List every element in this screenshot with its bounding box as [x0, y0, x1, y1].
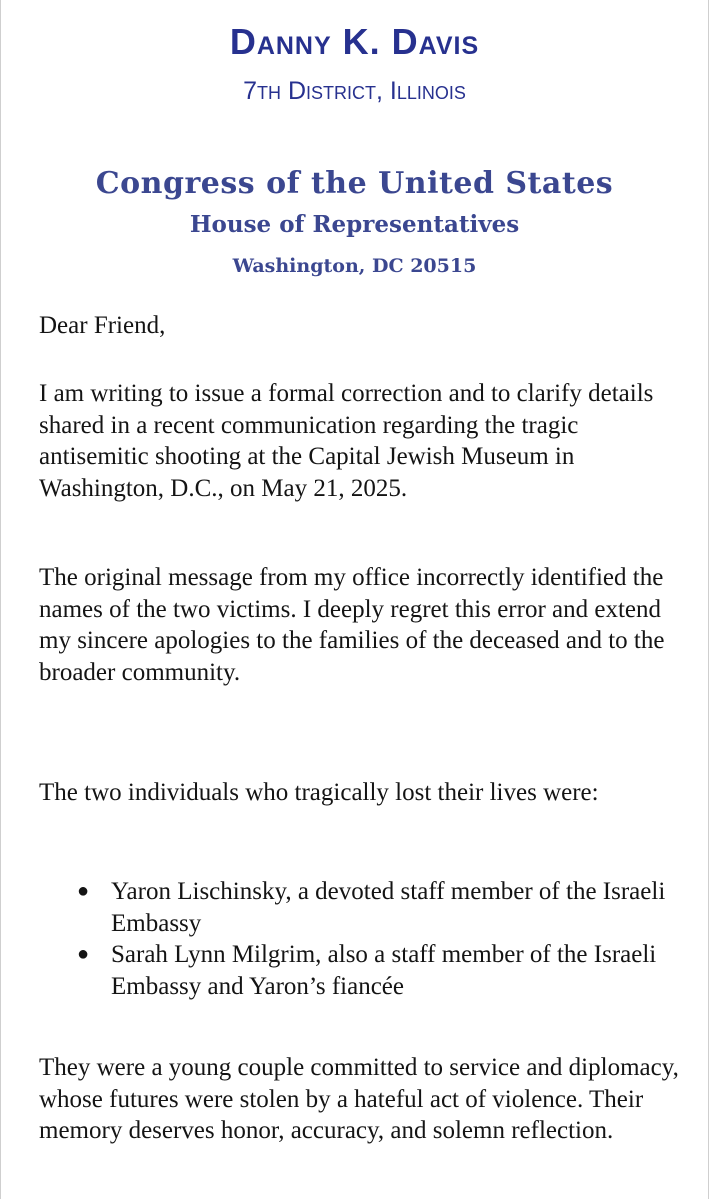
list-item	[73, 939, 679, 1002]
paragraph-victims-intro: The two individuals who tragically lost their lives were:	[39, 779, 599, 806]
house-heading: House of Representatives	[189, 211, 520, 238]
address-line: Washington, DC 20515	[232, 255, 477, 277]
bullet-icon: ●	[77, 943, 90, 965]
victim-text: Yaron Lischinsky, a devoted staff member of the Israeli Embassy	[111, 878, 666, 937]
paragraph-apology: The original message from my office incorrectly identified the names of the two victims. I deeply regret this error and extend my sincere apologies to the families of the deceased and to the broader community.	[39, 564, 665, 686]
paragraph-correction: I am writing to issue a formal correction and to clarify details shared in a recent communication regarding the tragic antisemitic shooting at the Capital Jewish Museum in Washington, D.C., on May 21, 2025.	[39, 380, 654, 502]
congress-heading: Congress of the United States	[95, 166, 614, 201]
list-item	[73, 876, 679, 939]
district-label: 7th District, Illinois	[243, 77, 466, 105]
paragraph-memorial: They were a young couple committed to service and diplomacy, whose futures were stolen by a hateful act of violence. Their memory deserves honor, accuracy, and solemn reflection.	[39, 1054, 679, 1144]
greeting: Dear Friend,	[39, 312, 166, 339]
victims-list	[73, 876, 679, 1002]
representative-name: Danny K. Davis	[229, 21, 480, 62]
victim-text: Sarah Lynn Milgrim, also a staff member of the Israeli Embassy and Yaron’s fiancée	[111, 941, 657, 1000]
bullet-icon: ●	[77, 880, 90, 902]
